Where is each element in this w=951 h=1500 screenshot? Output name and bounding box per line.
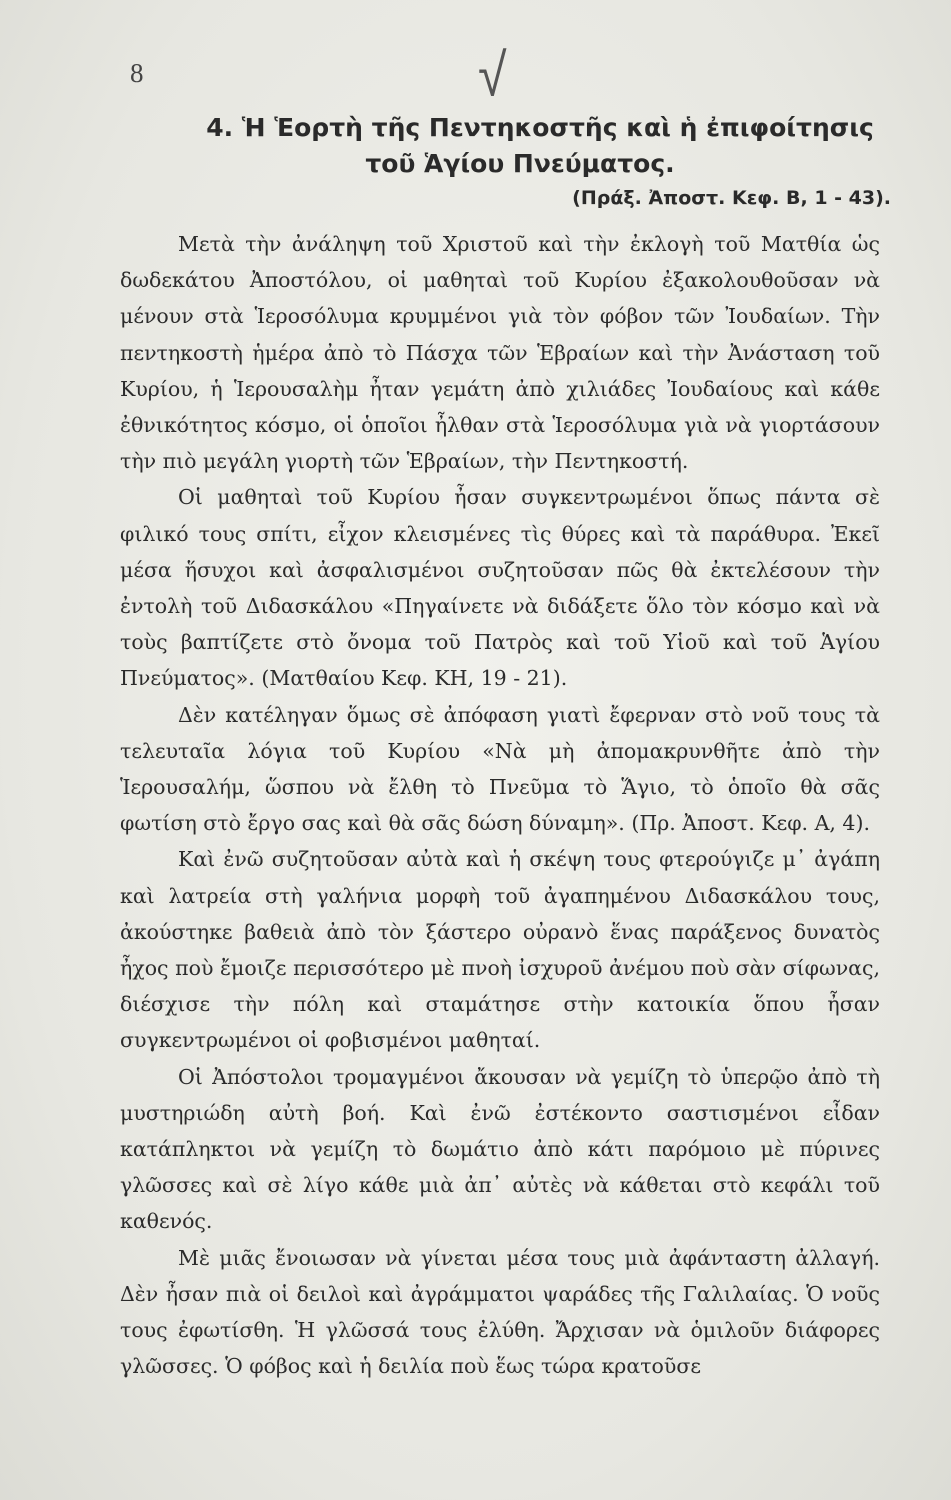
paragraph: Οἱ Ἀπόστολοι τρομαγμένοι ἄκουσαν νὰ γεμίζη τὸ ὑπερῷο ἀπὸ τὴ μυστηριώδη αὐτὴ βοή. Καὶ ἐνῶ ἐστέκοντο σαστισμένοι εἶδαν κατάπληκτοι νὰ γεμίζη τὸ δωμάτιο ἀπὸ κάτι παρόμοιο μὲ πύρινες γλῶσσες καὶ σὲ λίγο κάθε μιὰ ἀπ᾽ αὐτὲς νὰ κάθεται στὸ κεφάλι τοῦ καθενός. (120, 1064, 880, 1234)
paragraph: Καὶ ἐνῶ συζητοῦσαν αὐτὰ καὶ ἡ σκέψη τους φτερούγιζε μ᾽ ἀγάπη καὶ λατρεία στὴ γαλήνια μορφὴ τοῦ ἀγαπημένου Διδασκάλου τους, ἀκούστηκε βαθειὰ ἀπὸ τὸν ξάστερο οὐρανὸ ἕνας παράξενος δυνατὸς ἦχος ποὺ ἔμοιζε περισσότερο μὲ πνοὴ ἰσχυροῦ ἀνέμου ποὺ σὰν σίφωνας, διέσχισε τὴν πόλη καὶ σταμάτησε στὴν κατοικία ὅπου ἦσαν συγκεντρωμένοι οἱ φοβισμένοι μαθηταί. (120, 847, 880, 1053)
paragraph: Οἱ μαθηταὶ τοῦ Κυρίου ἦσαν συγκεντρωμένοι ὅπως πάντα σὲ φιλικό τους σπίτι, εἶχον κλεισμένες τὶς θύρες καὶ τὰ παράθυρα. Ἐκεῖ μέσα ἥσυχοι καὶ ἀσφαλισμένοι συζητοῦσαν πῶς θὰ ἐκτελέσουν τὴν ἐντολὴ τοῦ Διδασκάλου «Πηγαίνετε νὰ διδάξετε ὅλο τὸν κόσμο καὶ νὰ τοὺς βαπτίζετε στὸ ὄνομα τοῦ Πατρὸς καὶ τοῦ Υἱοῦ καὶ τοῦ Ἁγίου Πνεύματος». (Ματθαίου Κεφ. ΚΗ, 19 - 21). (120, 485, 880, 691)
paragraph: Μετὰ τὴν ἀνάληψη τοῦ Χριστοῦ καὶ τὴν ἐκλογὴ τοῦ Ματθία ὡς δωδεκάτου Ἀποστόλου, οἱ μαθηταὶ τοῦ Κυρίου ἐξακολουθοῦσαν νὰ μένουν στὰ Ἱεροσόλυμα κρυμμένοι γιὰ τὸν φόβον τῶν Ἰουδαίων. Τὴν πεντηκοστὴ ἡμέρα ἀπὸ τὸ Πάσχα τῶν Ἑβραίων καὶ τὴν Ἀνάσταση τοῦ Κυρίου, ἡ Ἱερουσαλὴμ ἦταν γεμάτη ἀπὸ χιλιάδες Ἰουδαίους καὶ κάθε ἐθνικότητος κόσμο, οἱ ὁποῖοι ἦλθαν στὰ Ἱεροσόλυμα γιὰ νὰ γιορτάσουν τὴν πιὸ μεγάλη γιορτὴ τῶν Ἑβραίων, τὴν Πεντηκοστή. (120, 232, 880, 474)
handwritten-check-mark: √ (478, 42, 507, 110)
heading-line-2: τοῦ Ἁγίου Πνεύματος. (365, 149, 675, 178)
page-number: 8 (130, 58, 144, 88)
heading-line-1: 4. Ἡ Ἑορτὴ τῆς Πεντηκοστῆς καὶ ἡ ἐπιφοίτησις (206, 113, 874, 142)
paragraph: Δὲν κατέληγαν ὅμως σὲ ἀπόφαση γιατὶ ἔφερναν στὸ νοῦ τους τὰ τελευταῖα λόγια τοῦ Κυρίου «Νὰ μὴ ἀπομακρυνθῆτε ἀπὸ τὴν Ἱερουσαλήμ, ὥσπου νὰ ἔλθη τὸ Πνεῦμα τὸ Ἅγιο, τὸ ὁποῖο θὰ σᾶς φωτίση στὸ ἔργο σας καὶ θὰ σᾶς δώση δύναμη». (Πρ. Ἀποστ. Κεφ. Α, 4). (120, 702, 880, 836)
body-text (120, 226, 880, 1385)
chapter-heading (150, 110, 890, 182)
scripture-reference: (Πράξ. Ἀποστ. Κεφ. Β, 1 - 43). (572, 187, 891, 209)
paragraph: Μὲ μιᾶς ἔνοιωσαν νὰ γίνεται μέσα τους μιὰ ἀφάνταστη ἀλλαγή. Δὲν ἦσαν πιὰ οἱ δειλοὶ καὶ ἀγράμματοι ψαράδες τῆς Γαλιλαίας. Ὁ νοῦς τους ἐφωτίσθη. Ἡ γλῶσσά τους ἐλύθη. Ἄρχισαν νὰ ὁμιλοῦν διάφορες γλῶσσες. Ὁ φόβος καὶ ἡ δειλία ποὺ ἕως τώρα κρατοῦσε (120, 1245, 880, 1379)
